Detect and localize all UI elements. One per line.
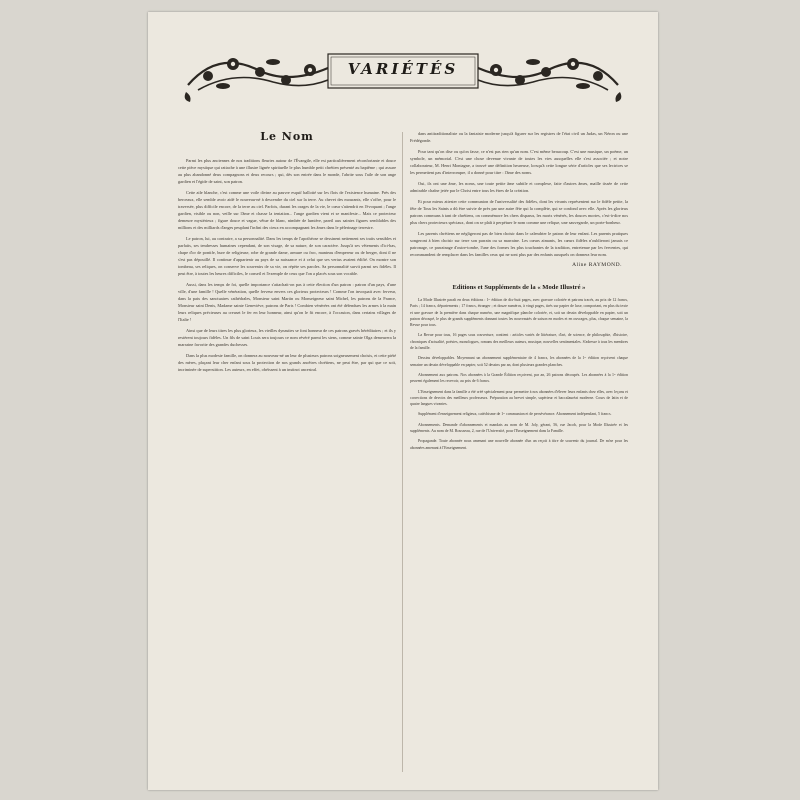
article-paragraph: Les parents chrétiens ne négligeront pas de bien choisir dans le calendrier le patron de leur enfant. Les parents pratiques songeront à bien choisir sur terre son parrain ou sa marraine. Les cœurs aimants, les cœurs fidèles n'oublieront jamais ce patronage, ce parrainage d'outre-tombe, l'une des formes les plus touchantes de la tradition, entretenue par les ferventes, qui recommandent de remplacer dans les familles ceux qui ne sont plus par des enfants auxquels on donnera leur nom. xyxy=(410,231,628,257)
article-paragraph: Et pour mieux attester cette communion de l'universalité des fidèles, dont les vivants représentent sur le fidèle petite, la fête de Tous les Saints a dû être suivie de près par une autre fête qui la complète, qui se confond avec elle. Après les glorieux patrons communs à tant de chrétiens, on commémore les chers disparus, les morts vénérés, les douces mortes, c'est-à-dire nos plus chers protecteurs spéciaux, dont on se plaît à perpétuer le nom comme une relique, une sauvegarde, un porte-bonheur. xyxy=(410,199,628,225)
editions-paragraph: Propagande. Toute abonnée nous amenant une nouvelle abonnée d'un an reçoit à titre de souvenir du journal. De m'ne pour les abonnées amenant à l'Enseignement. xyxy=(410,439,628,450)
article-paragraph: Aussi, dans les temps de foi, quelle importance s'attachait-on pas à cette élection d'un patron : patron d'un pays, d'une ville, d'une famille ! Quelle vénération, quelle ferveur envers ces glorieux protecteurs ! Comme l'on invoquait avec ferveur, dans la paix des sanctuaires cathédrales, Monsieur saint Martin ou Monseigneur saint Michel, les patrons de la France, Monsieur saint Denis, Madame sainte Geneviève, patrons de Paris ! Combien vénérées ont été défendues les armes à la main leurs reliques précieuses au creuset le fer en leur honneur, ainsi qu'on le fit encore, à l'occasion, dans certains villages de l'Italie ! xyxy=(178,282,396,322)
editions-paragraph: L'Enseignement dans la famille a été créé spécialement pour permettre à nos abonnées d'élever leurs enfants chez elles, avec leçons et corrections de devoirs des meilleurs professeurs. Préparation au brevet simple, supérieur et baccalauréat moderne. Cours de latin et de quatre langues vivantes. xyxy=(410,389,628,407)
editions-section xyxy=(410,297,628,451)
article-paragraph: Pour tant qu'on dise ou qu'on fasse, ce n'est pas rien qu'un nom. C'est même beaucoup. C'est une musique, un poème, un symbole, un mémorial. C'est une chose devenue vivante de toutes les vies auxquelles elle s'est associée ; et notre collaborateur, M. Henri Montagne, a trouvé une définition heureuse, lorsqu'à cette longue série d'articles que ses lectrices se les permettent pas d'interrompre, il a donné pour titre : l'âme des noms. xyxy=(410,149,628,175)
editions-paragraph: Supplément d'enseignement religieux, catéchisme de 1ʳᵉ communion et de persévérance. Abonnement indépendant, 5 francs. xyxy=(418,412,612,417)
left-column xyxy=(178,130,396,377)
editions-paragraph: La Revue pour tous, 16 pages sous couverture, contient : articles variés de littérature, d'art, de science, de philosophie, d'histoire, chroniques d'actualité, poésies, monologues, romans des meilleurs auteurs, musique, nouvelles sentimentales. S'adresse à tous les membres de la famille. xyxy=(410,333,628,351)
right-column xyxy=(410,130,628,455)
editions-paragraph: Abonnements. Demande d'abonnements et mandats au nom de M. Joly, gérant, 56, rue Jacob, pour la Mode Illustrée et les suppléments. Au nom de M. Rousseau, 2, rue de l'Université, pour l'Enseignement dans la Famille. xyxy=(410,422,628,434)
author-signature: Aline RAYMOND. xyxy=(572,262,622,268)
article-paragraph: Le patron, lui, au contraire, a su personnalité. Dans les temps de l'apothéose se dessinent nettement ses traits sensibles et parfaits, ses tendresses humaines cependant, de son visage, de sa nature, de son caractère. Jusqu'à ses vêtements d'ici-bas, chape d'or de pontife, bure de religieuse, robe de grande dame, armure ou froc, manteau d'empereur ou de berger, dont il ne s'est pas dépouillé. Il continue d'appartenir au pays de sa naissance et à celui que ses vertus avaient édifié. On montre son tombeau, ses reliques, on conserve les souvenirs de sa vie, on répète ses paroles. Sa personnalité survit parmi ses fidèles. Il peut être, à toutes les heures difficiles, le conseil et l'exemple de ceux que l'on a placés sous son vocable. xyxy=(178,236,396,276)
editions-section-title: Editions et Suppléments de la « Mode Illustré » xyxy=(452,284,586,291)
article-paragraph: Cette aile blanche, c'est comme une voile divine au pauvre esquif ballotté sur les flots de l'existence humaine. Près des berceaux, elle semble avoir aidé le nouveau-né à descendre du ciel sur la terre. Au chevet des mourants, elle s'offre, pour le traversée, plus difficile encore, de la terre au ciel. Parfois, durant les orages de la vie, le cœur s'attendrit en l'évoquant ; l'ange gardien, visible ou non, veille sur l'âme et chasse la tentation... l'ange gardien vient et se manifeste... Mais ce protecteur demeure mystérieux ; figure douce et vague, vêtue de blanc, nimbée de lumière, pareil aux saintes figures semblables des millions et des milliards d'anges peuplant l'infini des cieux en accompagnant les âmes dans le pèlerinage terrestre. xyxy=(178,190,396,230)
page-header xyxy=(178,40,628,108)
article-title: Le Nom xyxy=(260,130,314,143)
article-paragraph: Parmi les plus anciennes de nos traditions fleuries autour de l'Évangile, elle est particulièrement réconfortante et douce cette pièce mystique qui rattache à une illustre lignée spirituelle le plus humble petit chrétien présenté au baptême ; qui assure au plus abandonné deux compagnons et deux recours ; qui, dès son entrée dans le monde, l'abrite sous l'aile de son ange gardien et l'égide de saint, son patron. xyxy=(178,158,396,184)
editions-paragraph: Abonnement aux patrons. Nos abonnées à la Grande Édition reçoivent, par an, 26 patrons découpés. Les abonnées à la 1ʳᵉ édition peuvent également les recevoir, au prix de 6 francs. xyxy=(410,372,628,384)
editions-paragraph: La Mode Illustrée paraît en deux éditions : 1ʳᵉ édition de dix-huit pages, avec gravure coloriée et patrons tracés, au prix de 12 francs, Paris ; 14 francs, départements ; 17 francs, étranger ; et douze numéros, à vingt pages, tirés sur papier de luxe, comportant, en plus du texte et une gravure de la première dans chaque numéro, une magnifique planche coloriée, et, soit un dessin développable en papier, soit un patron découpé, le plus de grands suppléments donnant toutes les nouveautés de saison en modes et en ouvrages, plus, chaque semaine, la Revue pour tous. xyxy=(410,298,628,328)
editions-paragraph: Dessins développables. Moyennant un abonnement supplémentaire de 4 francs, les abonnées de la 1ʳᵉ édition reçoivent chaque semaine un dessin développable en papier, soit 52 dessins par an, dont plusieurs grandes planches. xyxy=(410,356,628,367)
article-paragraph: Oui, ils ont une âme, les noms, une toute petite âme subtile et complexe, faite d'autres âmes, maille tissée de cette admirable chaîne jetée par le Christ entre tous les êtres de la création. xyxy=(410,181,628,193)
section-header-title: VARIÉTÉS xyxy=(347,60,459,78)
magazine-page xyxy=(148,12,658,790)
article-paragraph: dans antitraditionaliste ou la fantaisie moderne jusqu'à figurer sur les registres de l'état civil un Judas, un Néron ou une Frédégonde. xyxy=(410,131,628,143)
column-divider xyxy=(402,132,403,772)
article-paragraph: Dans la plus modeste famille, on donnera au nouveau-né un leur de plusieurs patrons soigneusement choisis, et cette piété des mères, plaçant leur cher enfant sous la protection de nos grands ancêtres chrétiens, ne peut être, par qui que ce soit, incriminée de superstition. Les auteurs, en effet, obéissent à un instinct ancestral. xyxy=(178,353,396,372)
article-paragraph: Ainsi que de leurs titres les plus glorieux, les vieilles dynasties se font honneur de ces patrons gravés héréditaires ; et ils y restèrent toujours fidèles. Un fils de saint Louis sera toujours ce nom révéré parmi les siens, comme sainte Olga demeurera la marraine favorite des grandes duchesses. xyxy=(178,328,396,347)
